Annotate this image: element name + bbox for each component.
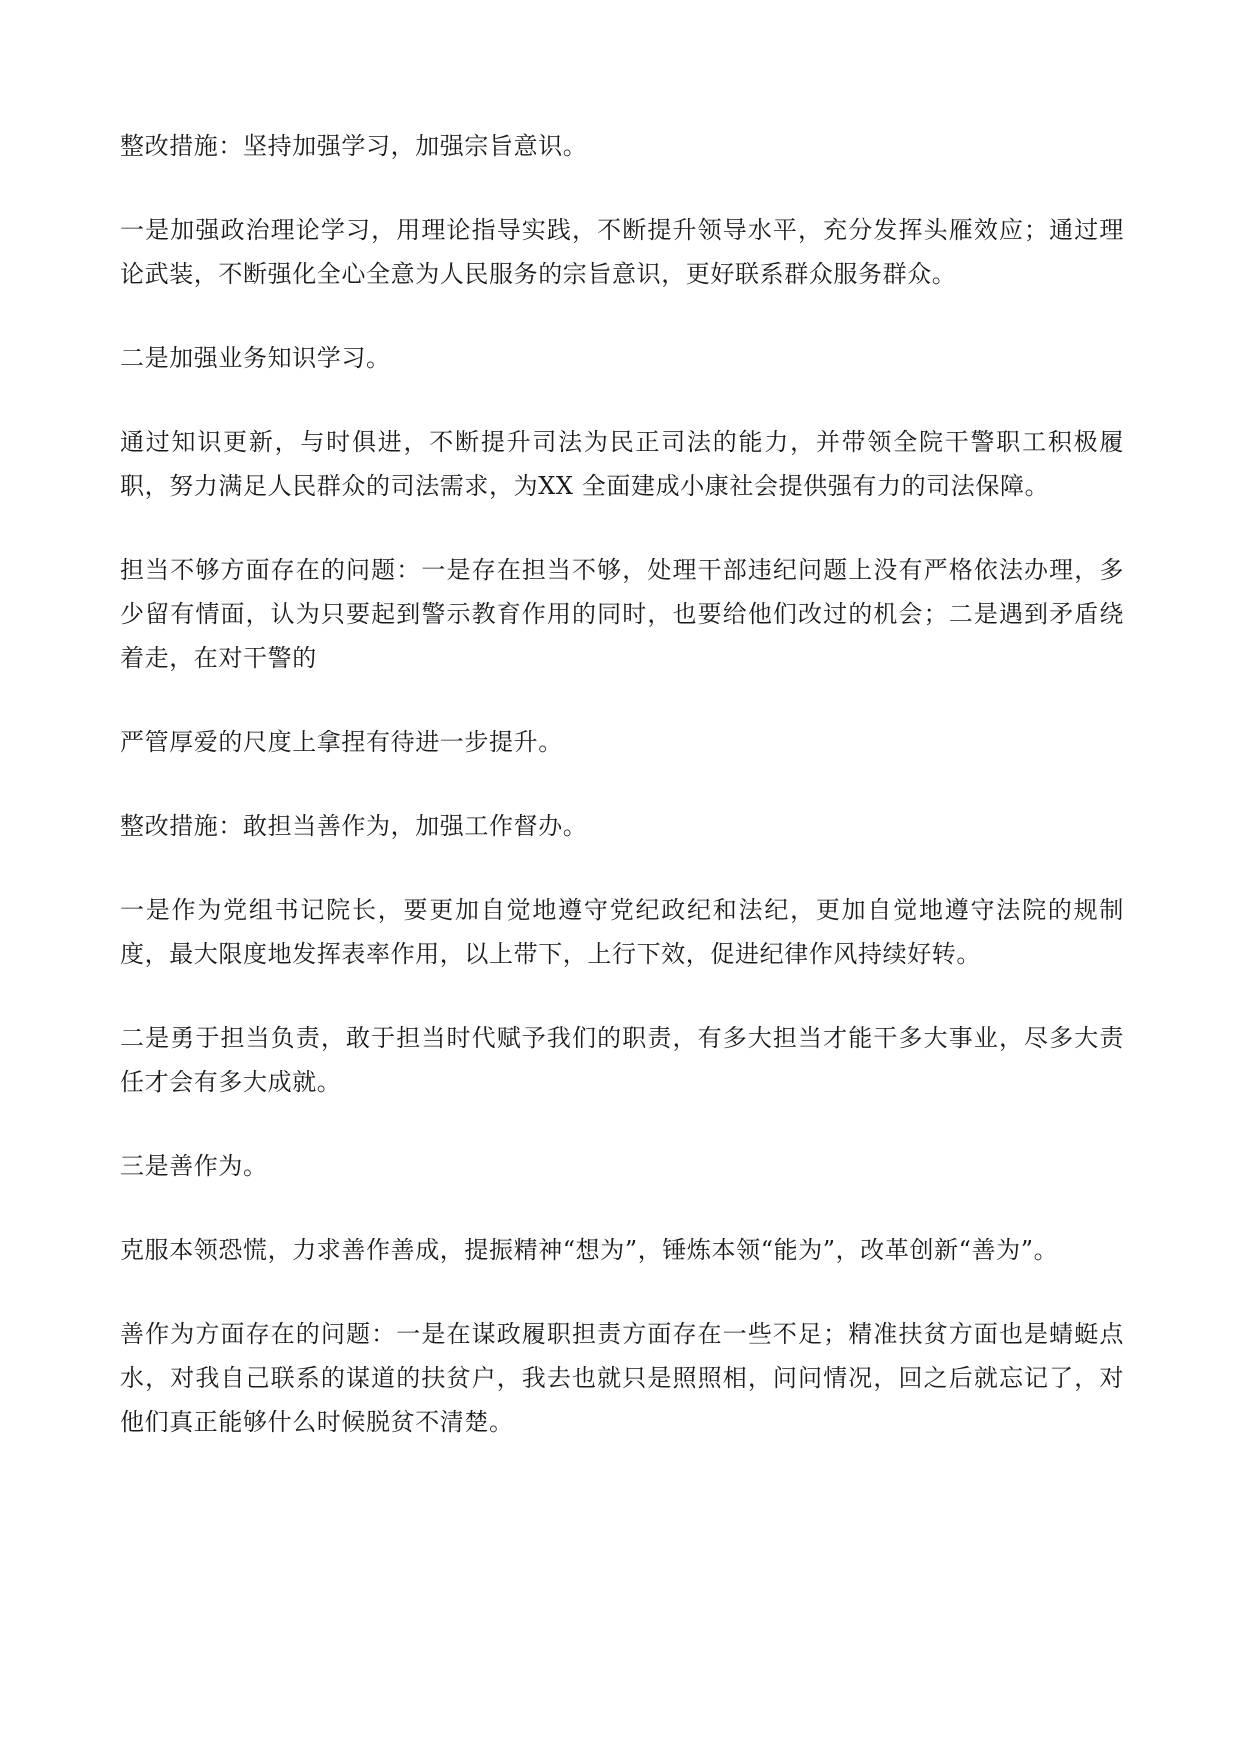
paragraph-good-performance-heading: 三是善作为。 (120, 1152, 268, 1180)
paragraph-party-secretary-role: 一是作为党组书记院长，要更加自觉地遵守党纪政纪和法纪，更加自觉地遵守法院的规制度，最大限度地发挥表率作用，以上带下，上行下效，促进纪律作风持续好转。 (120, 896, 1124, 968)
document-body (120, 124, 1124, 1484)
paragraph-knowledge-update: 通过知识更新，与时俱进，不断提升司法为民正司法的能力，并带领全院干警职工积极履职，努力满足人民群众的司法需求，为XX 全面建成小康社会提供强有力的司法保障。 (120, 428, 1124, 500)
paragraph-performance-issues: 善作为方面存在的问题：一是在谋政履职担责方面存在一些不足；精准扶贫方面也是蜻蜓点水，对我自己联系的谋道的扶贫户，我去也就只是照照相，问问情况，回之后就忘记了，对他们真正能够什么时候脱贫不清楚。 (120, 1320, 1124, 1436)
paragraph-rectification-measures-responsibility: 整改措施：敢担当善作为，加强工作督办。 (120, 812, 588, 840)
paragraph-rectification-measures-study: 整改措施：坚持加强学习，加强宗旨意识。 (120, 132, 588, 160)
paragraph-strict-management-continued: 严管厚爱的尺度上拿捏有待进一步提升。 (120, 728, 563, 756)
paragraph-bold-responsibility: 二是勇于担当负责，敢于担当时代赋予我们的职责，有多大担当才能干多大事业，尽多大责任才会有多大成就。 (120, 1024, 1124, 1096)
paragraph-business-knowledge-study: 二是加强业务知识学习。 (120, 344, 391, 372)
paragraph-overcome-skill-panic: 克服本领恐慌，力求善作善成，提振精神“想为”，锤炼本领“能为”，改革创新“善为”。 (120, 1236, 1059, 1264)
paragraph-political-theory-study: 一是加强政治理论学习，用理论指导实践，不断提升领导水平，充分发挥头雁效应；通过理论武装，不断强化全心全意为人民服务的宗旨意识，更好联系群众服务群众。 (120, 216, 1124, 288)
paragraph-insufficient-responsibility-issues: 担当不够方面存在的问题：一是存在担当不够，处理干部违纪问题上没有严格依法办理，多少留有情面，认为只要起到警示教育作用的同时，也要给他们改过的机会；二是遇到矛盾绕着走，在对干警的 (120, 556, 1124, 672)
